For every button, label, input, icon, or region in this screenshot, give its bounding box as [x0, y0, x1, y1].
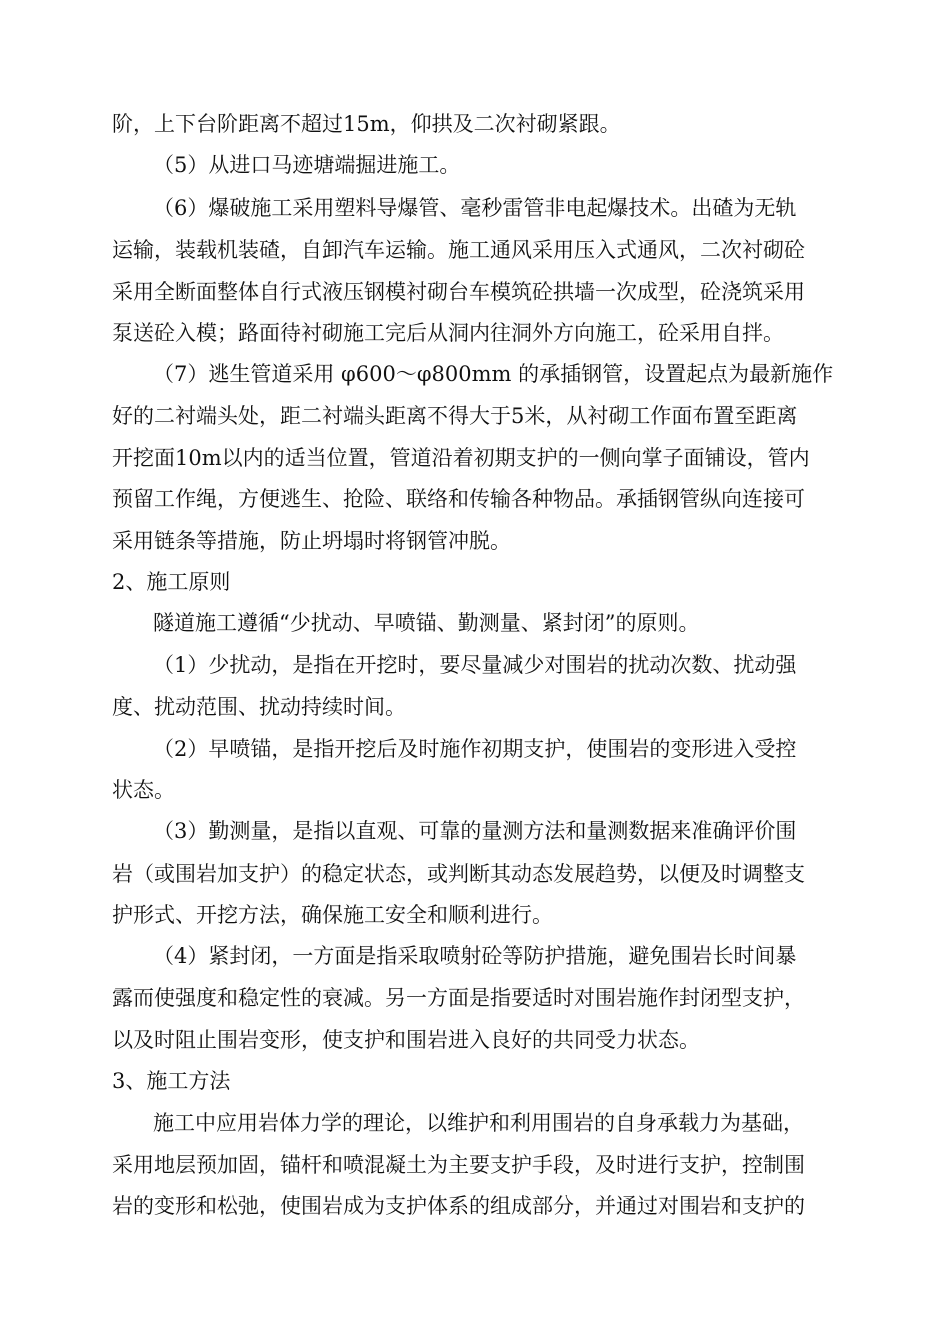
- paragraph-line: （2）早喷锚，是指开挖后及时施作初期支护，使围岩的变形进入受控: [153, 737, 797, 761]
- paragraph-line: 采用链条等措施，防止坍塌时将钢管冲脱。: [112, 529, 511, 553]
- paragraph-line: 采用地层预加固，锚杆和喷混凝土为主要支护手段，及时进行支护，控制围: [112, 1153, 805, 1177]
- section-heading: 3、施工方法: [112, 1069, 231, 1093]
- paragraph-line: （7）逃生管道采用 φ600～φ800mm 的承插钢管，设置起点为最新施作: [153, 362, 834, 386]
- paragraph-line: 预留工作绳，方便逃生、抢险、联络和传输各种物品。承插钢管纵向连接可: [112, 487, 805, 511]
- paragraph-line: 采用全断面整体自行式液压钢模衬砌台车模筑砼拱墙一次成型，砼浇筑采用: [112, 280, 805, 304]
- paragraph-line: 施工中应用岩体力学的理论，以维护和利用围岩的自身承载力为基础，: [153, 1111, 804, 1135]
- paragraph-line: 度、扰动范围、扰动持续时间。: [112, 695, 406, 719]
- paragraph-line: 隧道施工遵循“少扰动、早喷锚、勤测量、紧封闭”的原则。: [153, 611, 700, 635]
- paragraph-line: 岩的变形和松弛，使围岩成为支护体系的组成部分，并通过对围岩和支护的: [112, 1194, 805, 1218]
- paragraph-line: （5）从进口马迹塘端掘进施工。: [153, 153, 461, 177]
- paragraph-line: 好的二衬端头处，距二衬端头距离不得大于5米，从衬砌工作面布置至距离: [112, 404, 798, 428]
- paragraph-line: 阶，上下台阶距离不超过15m，仰拱及二次衬砌紧跟。: [112, 112, 621, 136]
- paragraph-line: 泵送砼入模；路面待衬砌施工完后从洞内往洞外方向施工，砼采用自拌。: [112, 321, 784, 345]
- paragraph-line: （4）紧封闭，一方面是指采取喷射砼等防护措施，避免围岩长时间暴: [153, 944, 797, 968]
- paragraph-line: 护形式、开挖方法，确保施工安全和顺利进行。: [112, 903, 553, 927]
- paragraph-line: 运输，装载机装碴，自卸汽车运输。施工通风采用压入式通风，二次衬砌砼: [112, 238, 805, 262]
- paragraph-line: （6）爆破施工采用塑料导爆管、毫秒雷管非电起爆技术。出碴为无轨: [153, 196, 797, 220]
- paragraph-line: （1）少扰动，是指在开挖时，要尽量减少对围岩的扰动次数、扰动强: [153, 653, 797, 677]
- section-heading: 2、施工原则: [112, 570, 231, 594]
- paragraph-line: 露而使强度和稳定性的衰减。另一方面是指要适时对围岩施作封闭型支护，: [112, 986, 805, 1010]
- paragraph-line: （3）勤测量，是指以直观、可靠的量测方法和量测数据来准确评价围: [153, 819, 797, 843]
- paragraph-line: 状态。: [112, 778, 175, 802]
- paragraph-line: 岩（或围岩加支护）的稳定状态，或判断其动态发展趋势，以便及时调整支: [112, 862, 805, 886]
- paragraph-line: 以及时阻止围岩变形，使支护和围岩进入良好的共同受力状态。: [112, 1028, 700, 1052]
- paragraph-line: 开挖面10m以内的适当位置，管道沿着初期支护的一侧向掌子面铺设，管内: [112, 446, 810, 470]
